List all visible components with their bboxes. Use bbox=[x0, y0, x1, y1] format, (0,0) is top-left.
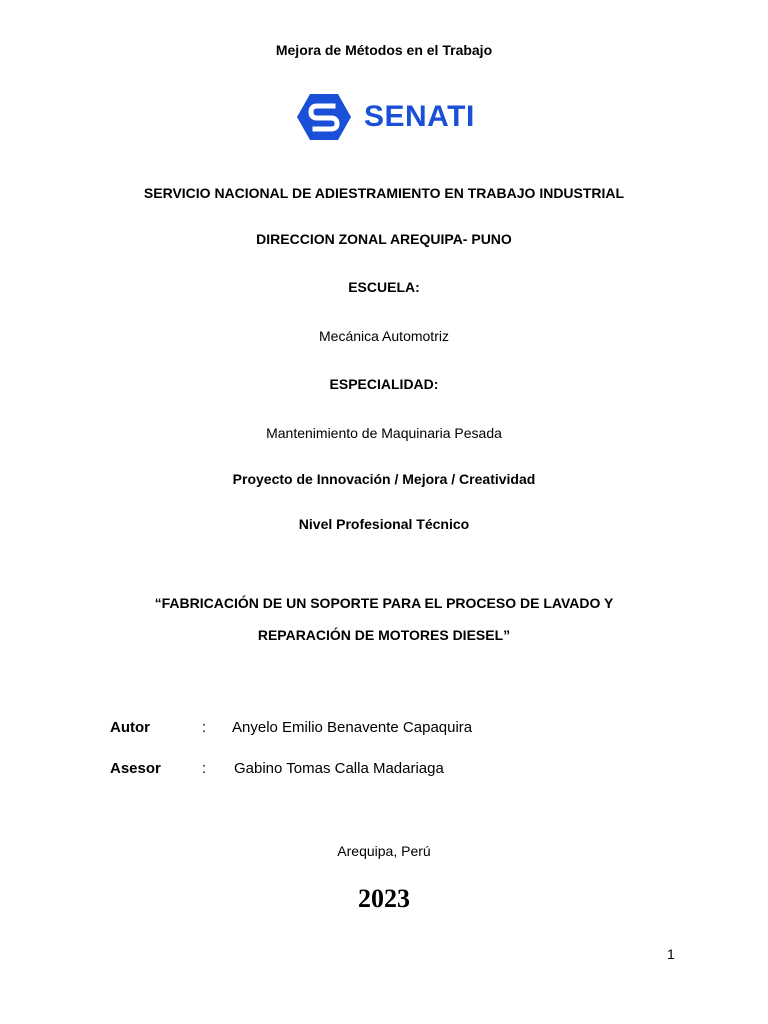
senati-logo-text: SENATI bbox=[364, 100, 475, 133]
senati-logo bbox=[296, 92, 488, 142]
autor-label: Autor bbox=[110, 719, 150, 736]
autor-name: Anyelo Emilio Benavente Capaquira bbox=[232, 719, 473, 736]
project-title-line-1: “FABRICACIÓN DE UN SOPORTE PARA EL PROCESO DE LAVADO Y bbox=[154, 595, 614, 611]
especialidad-label: ESPECIALIDAD: bbox=[329, 376, 439, 392]
institution-name: SERVICIO NACIONAL DE ADIESTRAMIENTO EN TRABAJO INDUSTRIAL bbox=[143, 185, 625, 201]
asesor-colon: : bbox=[202, 760, 207, 777]
zonal-direction: DIRECCION ZONAL AREQUIPA- PUNO bbox=[256, 231, 512, 247]
document-header: Mejora de Métodos en el Trabajo bbox=[275, 42, 493, 58]
project-type: Proyecto de Innovación / Mejora / Creatividad bbox=[232, 471, 536, 487]
place: Arequipa, Perú bbox=[337, 843, 431, 859]
page-number: 1 bbox=[667, 946, 675, 962]
project-title-line-2: REPARACIÓN DE MOTORES DIESEL” bbox=[257, 627, 511, 643]
escuela-label: ESCUELA: bbox=[348, 279, 420, 295]
autor-colon: : bbox=[202, 719, 207, 736]
year: 2023 bbox=[358, 884, 410, 913]
escuela-value: Mecánica Automotriz bbox=[319, 328, 449, 344]
senati-emblem-icon bbox=[296, 93, 352, 141]
asesor-name: Gabino Tomas Calla Madariaga bbox=[234, 760, 444, 777]
professional-level: Nivel Profesional Técnico bbox=[298, 516, 470, 532]
especialidad-value: Mantenimiento de Maquinaria Pesada bbox=[266, 425, 502, 441]
asesor-label: Asesor bbox=[110, 760, 161, 777]
